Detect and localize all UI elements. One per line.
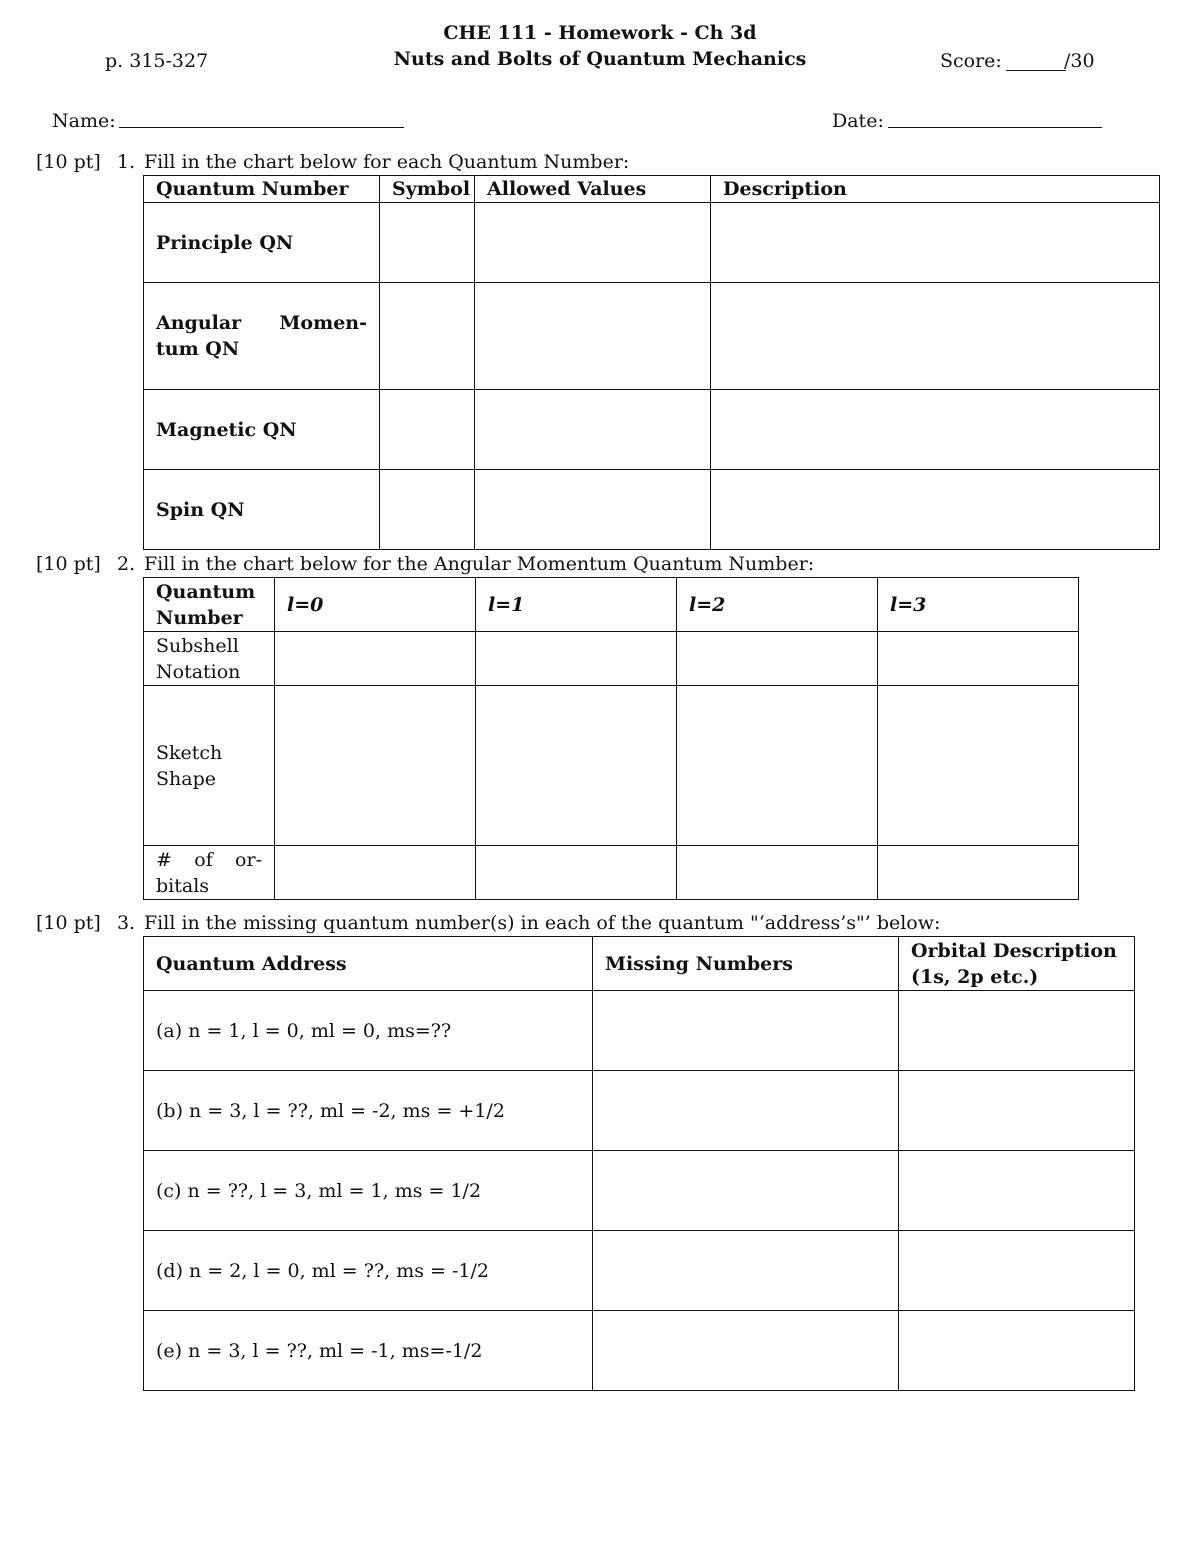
q2-row-label: # of or- bitals — [144, 846, 275, 900]
q2-cell[interactable] — [275, 846, 476, 900]
q3-row-address: (d) n = 2, l = 0, ml = ??, ms = -1/2 — [144, 1231, 593, 1311]
q1-header-quantum-number: Quantum Number — [144, 176, 380, 203]
q2-points: [10 pt] — [36, 553, 101, 575]
q3-cell[interactable] — [899, 1311, 1135, 1391]
q1-points: [10 pt] — [36, 151, 101, 173]
q3-cell[interactable] — [593, 1151, 899, 1231]
q2-cell[interactable] — [476, 632, 677, 686]
q2-col-l1: l=1 — [476, 578, 677, 632]
page-subtitle: Nuts and Bolts of Quantum Mechanics — [393, 48, 807, 70]
q2-number: 2. — [117, 553, 136, 575]
q2-col-l0: l=0 — [275, 578, 476, 632]
q1-cell[interactable] — [380, 283, 475, 390]
q1-prompt: Fill in the chart below for each Quantum Number: — [144, 151, 630, 173]
q3-cell[interactable] — [593, 1311, 899, 1391]
q2-cell[interactable] — [878, 686, 1079, 846]
q3-prompt: Fill in the missing quantum number(s) in each of the quantum "‘address’s"’ below: — [144, 912, 941, 934]
q1-cell[interactable] — [711, 203, 1160, 283]
q2-prompt: Fill in the chart below for the Angular Momentum Quantum Number: — [144, 553, 815, 575]
q3-header-missing: Missing Numbers — [593, 937, 899, 991]
q3-row-address: (c) n = ??, l = 3, ml = 1, ms = 1/2 — [144, 1151, 593, 1231]
q1-cell[interactable] — [475, 390, 711, 470]
q2-cell[interactable] — [677, 846, 878, 900]
q1-cell[interactable] — [380, 470, 475, 550]
q3-cell[interactable] — [593, 991, 899, 1071]
q1-cell[interactable] — [475, 203, 711, 283]
score-label: Score: — [940, 50, 1002, 72]
score-total: /30 — [1064, 50, 1095, 72]
q1-row-label: Spin QN — [144, 470, 380, 550]
q3-cell[interactable] — [899, 991, 1135, 1071]
q2-row-label: Subshell Notation — [144, 632, 275, 686]
page-title: CHE 111 - Homework - Ch 3d — [443, 22, 757, 44]
q3-header-address: Quantum Address — [144, 937, 593, 991]
q2-cell[interactable] — [476, 846, 677, 900]
q2-table — [143, 577, 1079, 900]
q1-header-description: Description — [711, 176, 1160, 203]
name-field[interactable] — [119, 127, 404, 128]
q1-row-label: Angular Momen- tum QN — [144, 283, 380, 390]
q2-col-l3: l=3 — [878, 578, 1079, 632]
q3-cell[interactable] — [899, 1071, 1135, 1151]
q2-cell[interactable] — [677, 686, 878, 846]
q1-cell[interactable] — [380, 203, 475, 283]
q3-cell[interactable] — [899, 1231, 1135, 1311]
q2-cell[interactable] — [275, 686, 476, 846]
q2-corner-header: Quantum Number — [144, 578, 275, 632]
score-blank[interactable] — [1006, 70, 1066, 71]
q3-header-orbital: Orbital Description (1s, 2p etc.) — [899, 937, 1135, 991]
q1-row-label: Magnetic QN — [144, 390, 380, 470]
q3-row-address: (a) n = 1, l = 0, ml = 0, ms=?? — [144, 991, 593, 1071]
q3-cell[interactable] — [899, 1151, 1135, 1231]
q1-cell[interactable] — [475, 470, 711, 550]
q1-cell[interactable] — [711, 470, 1160, 550]
q1-header-symbol: Symbol — [380, 176, 475, 203]
q3-points: [10 pt] — [36, 912, 101, 934]
q1-table — [143, 175, 1160, 550]
date-field[interactable] — [888, 127, 1102, 128]
q3-row-address: (e) n = 3, l = ??, ml = -1, ms=-1/2 — [144, 1311, 593, 1391]
q3-number: 3. — [117, 912, 136, 934]
q3-row-address: (b) n = 3, l = ??, ml = -2, ms = +1/2 — [144, 1071, 593, 1151]
date-label: Date: — [832, 110, 884, 132]
q2-cell[interactable] — [878, 846, 1079, 900]
q1-header-allowed-values: Allowed Values — [475, 176, 711, 203]
q2-col-l2: l=2 — [677, 578, 878, 632]
q2-cell[interactable] — [878, 632, 1079, 686]
q2-cell[interactable] — [677, 632, 878, 686]
q2-cell[interactable] — [476, 686, 677, 846]
q2-row-label: Sketch Shape — [144, 686, 275, 846]
q1-cell[interactable] — [380, 390, 475, 470]
q2-cell[interactable] — [275, 632, 476, 686]
name-label: Name: — [52, 110, 116, 132]
q1-number: 1. — [117, 151, 136, 173]
page-range: p. 315-327 — [105, 50, 209, 72]
q1-cell[interactable] — [475, 283, 711, 390]
q3-table — [143, 936, 1135, 1391]
q3-cell[interactable] — [593, 1071, 899, 1151]
q1-row-label: Principle QN — [144, 203, 380, 283]
q1-cell[interactable] — [711, 283, 1160, 390]
q3-cell[interactable] — [593, 1231, 899, 1311]
q1-cell[interactable] — [711, 390, 1160, 470]
